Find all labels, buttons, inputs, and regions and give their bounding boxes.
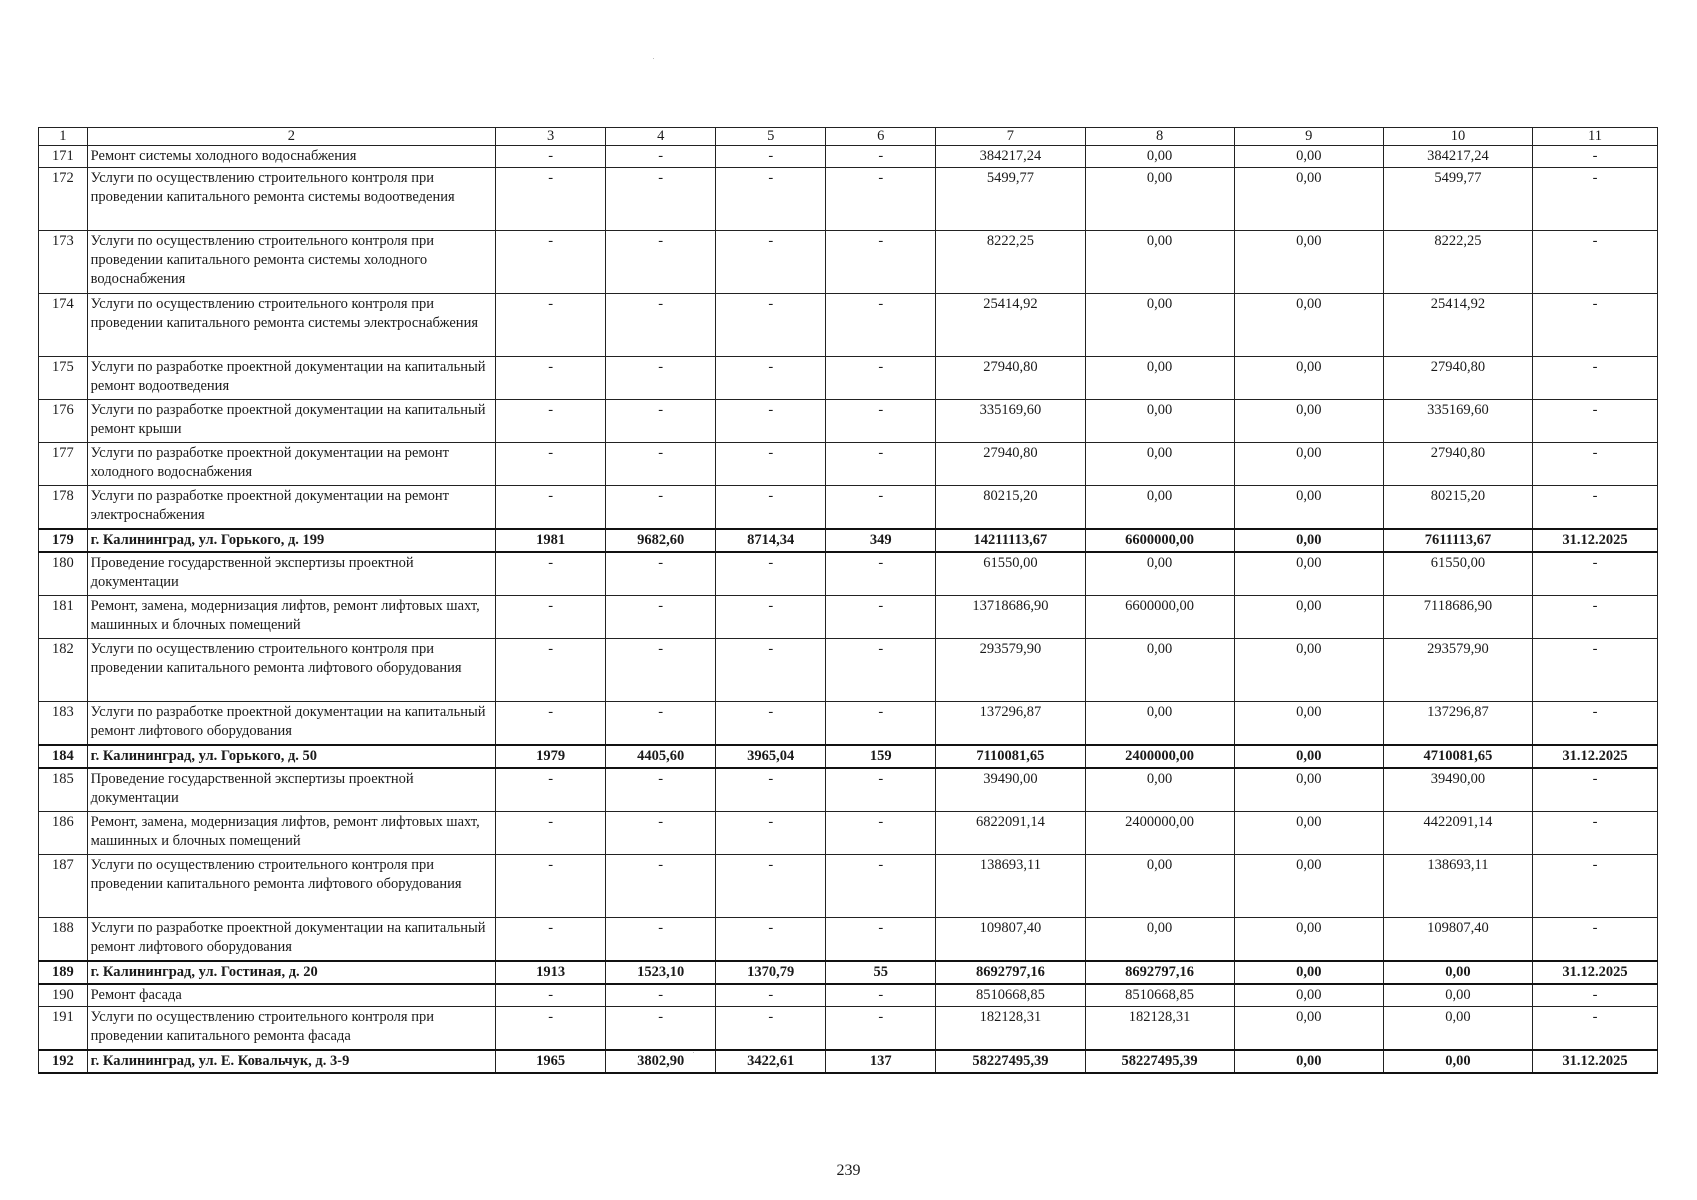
owners-cost-cell: 4422091,14 <box>1383 812 1532 855</box>
area-total-cell: - <box>606 486 716 530</box>
deadline-cell: - <box>1533 443 1658 486</box>
deadline-cell: - <box>1533 918 1658 962</box>
residents-cell: 137 <box>826 1050 936 1073</box>
area-living-cell: 3422,61 <box>716 1050 826 1073</box>
table-row <box>39 918 1658 962</box>
deadline-cell: - <box>1533 768 1658 812</box>
description-cell: Услуги по разработке проектной документации на капитальный ремонт крыши <box>87 400 495 443</box>
area-total-cell: - <box>606 984 716 1007</box>
header-row <box>39 128 1658 146</box>
fund-cost-cell: 6600000,00 <box>1085 596 1234 639</box>
deadline-cell: 31.12.2025 <box>1533 1050 1658 1073</box>
row-number-cell: 190 <box>39 984 88 1007</box>
row-number-cell: 183 <box>39 702 88 746</box>
deadline-cell: 31.12.2025 <box>1533 961 1658 984</box>
owners-cost-cell: 4710081,65 <box>1383 745 1532 768</box>
row-number-cell: 173 <box>39 231 88 294</box>
row-number-cell: 171 <box>39 146 88 168</box>
budget-cost-cell: 0,00 <box>1234 486 1383 530</box>
address-row <box>39 529 1658 552</box>
area-living-cell: - <box>716 168 826 231</box>
fund-cost-cell: 0,00 <box>1085 702 1234 746</box>
area-living-cell: - <box>716 400 826 443</box>
header-cell-8: 8 <box>1085 128 1234 146</box>
total-cost-cell: 61550,00 <box>936 552 1085 596</box>
owners-cost-cell: 0,00 <box>1383 1007 1532 1051</box>
description-cell: Услуги по осуществлению строительного контроля при проведении капитального ремонта системы холодного водоснабжения <box>87 231 495 294</box>
year-cell: - <box>496 486 606 530</box>
budget-cost-cell: 0,00 <box>1234 984 1383 1007</box>
area-living-cell: - <box>716 486 826 530</box>
year-cell: 1965 <box>496 1050 606 1073</box>
owners-cost-cell: 0,00 <box>1383 984 1532 1007</box>
total-cost-cell: 39490,00 <box>936 768 1085 812</box>
total-cost-cell: 80215,20 <box>936 486 1085 530</box>
total-cost-cell: 5499,77 <box>936 168 1085 231</box>
deadline-cell: - <box>1533 639 1658 702</box>
description-cell: Проведение государственной экспертизы проектной документации <box>87 768 495 812</box>
capital-repair-table <box>38 127 1658 1074</box>
header-cell-6: 6 <box>826 128 936 146</box>
area-living-cell: - <box>716 443 826 486</box>
deadline-cell: - <box>1533 855 1658 918</box>
area-living-cell: - <box>716 1007 826 1051</box>
row-number-cell: 178 <box>39 486 88 530</box>
table-row <box>39 702 1658 746</box>
total-cost-cell: 137296,87 <box>936 702 1085 746</box>
fund-cost-cell: 0,00 <box>1085 168 1234 231</box>
total-cost-cell: 8222,25 <box>936 231 1085 294</box>
budget-cost-cell: 0,00 <box>1234 146 1383 168</box>
residents-cell: - <box>826 146 936 168</box>
scan-dot <box>653 58 654 59</box>
year-cell: - <box>496 596 606 639</box>
area-living-cell: - <box>716 639 826 702</box>
year-cell: - <box>496 918 606 962</box>
header-cell-3: 3 <box>496 128 606 146</box>
residents-cell: - <box>826 294 936 357</box>
deadline-cell: - <box>1533 231 1658 294</box>
owners-cost-cell: 138693,11 <box>1383 855 1532 918</box>
area-living-cell: - <box>716 918 826 962</box>
residents-cell: - <box>826 231 936 294</box>
description-cell: г. Калининград, ул. Горького, д. 199 <box>87 529 495 552</box>
residents-cell: - <box>826 168 936 231</box>
year-cell: - <box>496 639 606 702</box>
header-cell-5: 5 <box>716 128 826 146</box>
total-cost-cell: 8692797,16 <box>936 961 1085 984</box>
area-total-cell: 4405,60 <box>606 745 716 768</box>
row-number-cell: 186 <box>39 812 88 855</box>
year-cell: - <box>496 984 606 1007</box>
row-number-cell: 182 <box>39 639 88 702</box>
budget-cost-cell: 0,00 <box>1234 768 1383 812</box>
area-living-cell: - <box>716 702 826 746</box>
fund-cost-cell: 8510668,85 <box>1085 984 1234 1007</box>
residents-cell: - <box>826 639 936 702</box>
owners-cost-cell: 0,00 <box>1383 1050 1532 1073</box>
description-cell: г. Калининград, ул. Е. Ковальчук, д. 3-9 <box>87 1050 495 1073</box>
row-number-cell: 175 <box>39 357 88 400</box>
fund-cost-cell: 0,00 <box>1085 552 1234 596</box>
area-total-cell: - <box>606 596 716 639</box>
total-cost-cell: 335169,60 <box>936 400 1085 443</box>
deadline-cell: - <box>1533 146 1658 168</box>
description-cell: Услуги по осуществлению строительного контроля при проведении капитального ремонта лифтового оборудования <box>87 855 495 918</box>
budget-cost-cell: 0,00 <box>1234 1007 1383 1051</box>
budget-cost-cell: 0,00 <box>1234 918 1383 962</box>
total-cost-cell: 13718686,90 <box>936 596 1085 639</box>
budget-cost-cell: 0,00 <box>1234 1050 1383 1073</box>
area-total-cell: - <box>606 168 716 231</box>
total-cost-cell: 138693,11 <box>936 855 1085 918</box>
row-number-cell: 191 <box>39 1007 88 1051</box>
total-cost-cell: 7110081,65 <box>936 745 1085 768</box>
area-total-cell: - <box>606 294 716 357</box>
residents-cell: - <box>826 812 936 855</box>
budget-cost-cell: 0,00 <box>1234 812 1383 855</box>
fund-cost-cell: 2400000,00 <box>1085 812 1234 855</box>
deadline-cell: - <box>1533 984 1658 1007</box>
header-cell-11: 11 <box>1533 128 1658 146</box>
table-row <box>39 812 1658 855</box>
description-cell: Услуги по разработке проектной документации на капитальный ремонт лифтового оборудования <box>87 702 495 746</box>
year-cell: 1981 <box>496 529 606 552</box>
table-row <box>39 984 1658 1007</box>
year-cell: - <box>496 357 606 400</box>
owners-cost-cell: 293579,90 <box>1383 639 1532 702</box>
deadline-cell: - <box>1533 1007 1658 1051</box>
owners-cost-cell: 27940,80 <box>1383 443 1532 486</box>
table-row <box>39 231 1658 294</box>
row-number-cell: 185 <box>39 768 88 812</box>
total-cost-cell: 27940,80 <box>936 357 1085 400</box>
budget-cost-cell: 0,00 <box>1234 552 1383 596</box>
owners-cost-cell: 7611113,67 <box>1383 529 1532 552</box>
deadline-cell: - <box>1533 168 1658 231</box>
area-living-cell: - <box>716 812 826 855</box>
owners-cost-cell: 39490,00 <box>1383 768 1532 812</box>
row-number-cell: 189 <box>39 961 88 984</box>
total-cost-cell: 109807,40 <box>936 918 1085 962</box>
area-living-cell: - <box>716 596 826 639</box>
table-row <box>39 768 1658 812</box>
total-cost-cell: 58227495,39 <box>936 1050 1085 1073</box>
residents-cell: - <box>826 357 936 400</box>
budget-cost-cell: 0,00 <box>1234 639 1383 702</box>
area-total-cell: - <box>606 768 716 812</box>
residents-cell: - <box>826 596 936 639</box>
year-cell: - <box>496 1007 606 1051</box>
owners-cost-cell: 335169,60 <box>1383 400 1532 443</box>
area-total-cell: - <box>606 702 716 746</box>
year-cell: - <box>496 768 606 812</box>
residents-cell: 349 <box>826 529 936 552</box>
residents-cell: - <box>826 702 936 746</box>
description-cell: Услуги по разработке проектной документации на капитальный ремонт лифтового оборудования <box>87 918 495 962</box>
table-row <box>39 552 1658 596</box>
area-living-cell: - <box>716 984 826 1007</box>
year-cell: - <box>496 702 606 746</box>
fund-cost-cell: 6600000,00 <box>1085 529 1234 552</box>
area-living-cell: - <box>716 855 826 918</box>
address-row <box>39 1050 1658 1073</box>
deadline-cell: - <box>1533 486 1658 530</box>
page-number: 239 <box>836 1162 861 1179</box>
year-cell: 1913 <box>496 961 606 984</box>
fund-cost-cell: 0,00 <box>1085 918 1234 962</box>
residents-cell: - <box>826 855 936 918</box>
area-living-cell: - <box>716 146 826 168</box>
budget-cost-cell: 0,00 <box>1234 400 1383 443</box>
total-cost-cell: 25414,92 <box>936 294 1085 357</box>
area-total-cell: 9682,60 <box>606 529 716 552</box>
row-number-cell: 172 <box>39 168 88 231</box>
table-row <box>39 1007 1658 1051</box>
area-living-cell: 3965,04 <box>716 745 826 768</box>
residents-cell: - <box>826 486 936 530</box>
budget-cost-cell: 0,00 <box>1234 231 1383 294</box>
area-living-cell: - <box>716 231 826 294</box>
area-total-cell: - <box>606 443 716 486</box>
residents-cell: - <box>826 400 936 443</box>
area-total-cell: - <box>606 357 716 400</box>
fund-cost-cell: 58227495,39 <box>1085 1050 1234 1073</box>
year-cell: - <box>496 231 606 294</box>
fund-cost-cell: 0,00 <box>1085 855 1234 918</box>
deadline-cell: 31.12.2025 <box>1533 529 1658 552</box>
deadline-cell: 31.12.2025 <box>1533 745 1658 768</box>
table-row <box>39 357 1658 400</box>
budget-cost-cell: 0,00 <box>1234 443 1383 486</box>
description-cell: Ремонт фасада <box>87 984 495 1007</box>
table-row <box>39 146 1658 168</box>
owners-cost-cell: 61550,00 <box>1383 552 1532 596</box>
table-row <box>39 855 1658 918</box>
row-number-cell: 188 <box>39 918 88 962</box>
area-living-cell: 8714,34 <box>716 529 826 552</box>
area-total-cell: - <box>606 855 716 918</box>
row-number-cell: 187 <box>39 855 88 918</box>
description-cell: Услуги по разработке проектной документации на ремонт электроснабжения <box>87 486 495 530</box>
table-body <box>39 128 1658 1074</box>
owners-cost-cell: 137296,87 <box>1383 702 1532 746</box>
budget-cost-cell: 0,00 <box>1234 596 1383 639</box>
budget-cost-cell: 0,00 <box>1234 529 1383 552</box>
header-cell-4: 4 <box>606 128 716 146</box>
description-cell: Ремонт, замена, модернизация лифтов, ремонт лифтовых шахт, машинных и блочных помещений <box>87 812 495 855</box>
year-cell: - <box>496 552 606 596</box>
total-cost-cell: 293579,90 <box>936 639 1085 702</box>
area-total-cell: 3802,90 <box>606 1050 716 1073</box>
deadline-cell: - <box>1533 812 1658 855</box>
table-row <box>39 443 1658 486</box>
year-cell: - <box>496 855 606 918</box>
fund-cost-cell: 0,00 <box>1085 357 1234 400</box>
deadline-cell: - <box>1533 552 1658 596</box>
year-cell: - <box>496 146 606 168</box>
deadline-cell: - <box>1533 702 1658 746</box>
area-total-cell: - <box>606 812 716 855</box>
area-total-cell: - <box>606 639 716 702</box>
description-cell: Услуги по осуществлению строительного контроля при проведении капитального ремонта фасада <box>87 1007 495 1051</box>
header-cell-1: 1 <box>39 128 88 146</box>
total-cost-cell: 6822091,14 <box>936 812 1085 855</box>
description-cell: Услуги по осуществлению строительного контроля при проведении капитального ремонта системы электроснабжения <box>87 294 495 357</box>
owners-cost-cell: 384217,24 <box>1383 146 1532 168</box>
deadline-cell: - <box>1533 596 1658 639</box>
row-number-cell: 174 <box>39 294 88 357</box>
description-cell: Ремонт, замена, модернизация лифтов, ремонт лифтовых шахт, машинных и блочных помещений <box>87 596 495 639</box>
residents-cell: - <box>826 918 936 962</box>
address-row <box>39 745 1658 768</box>
residents-cell: - <box>826 1007 936 1051</box>
owners-cost-cell: 25414,92 <box>1383 294 1532 357</box>
row-number-cell: 180 <box>39 552 88 596</box>
owners-cost-cell: 80215,20 <box>1383 486 1532 530</box>
header-cell-7: 7 <box>936 128 1085 146</box>
budget-cost-cell: 0,00 <box>1234 357 1383 400</box>
area-total-cell: - <box>606 231 716 294</box>
total-cost-cell: 14211113,67 <box>936 529 1085 552</box>
deadline-cell: - <box>1533 294 1658 357</box>
deadline-cell: - <box>1533 357 1658 400</box>
total-cost-cell: 384217,24 <box>936 146 1085 168</box>
deadline-cell: - <box>1533 400 1658 443</box>
residents-cell: - <box>826 984 936 1007</box>
fund-cost-cell: 2400000,00 <box>1085 745 1234 768</box>
description-cell: г. Калининград, ул. Горького, д. 50 <box>87 745 495 768</box>
budget-cost-cell: 0,00 <box>1234 961 1383 984</box>
year-cell: - <box>496 812 606 855</box>
budget-cost-cell: 0,00 <box>1234 168 1383 231</box>
description-cell: Проведение государственной экспертизы проектной документации <box>87 552 495 596</box>
fund-cost-cell: 8692797,16 <box>1085 961 1234 984</box>
table-row <box>39 596 1658 639</box>
residents-cell: 55 <box>826 961 936 984</box>
area-total-cell: - <box>606 400 716 443</box>
fund-cost-cell: 0,00 <box>1085 443 1234 486</box>
row-number-cell: 181 <box>39 596 88 639</box>
total-cost-cell: 8510668,85 <box>936 984 1085 1007</box>
table-row <box>39 639 1658 702</box>
row-number-cell: 176 <box>39 400 88 443</box>
budget-cost-cell: 0,00 <box>1234 294 1383 357</box>
description-cell: Услуги по осуществлению строительного контроля при проведении капитального ремонта лифтового оборудования <box>87 639 495 702</box>
year-cell: - <box>496 400 606 443</box>
description-cell: Ремонт системы холодного водоснабжения <box>87 146 495 168</box>
owners-cost-cell: 109807,40 <box>1383 918 1532 962</box>
row-number-cell: 184 <box>39 745 88 768</box>
area-total-cell: - <box>606 552 716 596</box>
fund-cost-cell: 0,00 <box>1085 294 1234 357</box>
residents-cell: - <box>826 443 936 486</box>
year-cell: - <box>496 443 606 486</box>
description-cell: Услуги по разработке проектной документации на ремонт холодного водоснабжения <box>87 443 495 486</box>
fund-cost-cell: 182128,31 <box>1085 1007 1234 1051</box>
owners-cost-cell: 8222,25 <box>1383 231 1532 294</box>
header-cell-10: 10 <box>1383 128 1532 146</box>
header-cell-9: 9 <box>1234 128 1383 146</box>
area-total-cell: - <box>606 146 716 168</box>
year-cell: - <box>496 168 606 231</box>
description-cell: Услуги по осуществлению строительного контроля при проведении капитального ремонта системы водоотведения <box>87 168 495 231</box>
owners-cost-cell: 27940,80 <box>1383 357 1532 400</box>
owners-cost-cell: 5499,77 <box>1383 168 1532 231</box>
area-living-cell: - <box>716 552 826 596</box>
header-cell-2: 2 <box>87 128 495 146</box>
area-living-cell: - <box>716 294 826 357</box>
address-row <box>39 961 1658 984</box>
table-row <box>39 400 1658 443</box>
area-living-cell: 1370,79 <box>716 961 826 984</box>
row-number-cell: 179 <box>39 529 88 552</box>
table-row <box>39 294 1658 357</box>
fund-cost-cell: 0,00 <box>1085 231 1234 294</box>
description-cell: Услуги по разработке проектной документации на капитальный ремонт водоотведения <box>87 357 495 400</box>
fund-cost-cell: 0,00 <box>1085 768 1234 812</box>
residents-cell: - <box>826 768 936 812</box>
fund-cost-cell: 0,00 <box>1085 400 1234 443</box>
area-living-cell: - <box>716 768 826 812</box>
table-row <box>39 168 1658 231</box>
fund-cost-cell: 0,00 <box>1085 639 1234 702</box>
row-number-cell: 177 <box>39 443 88 486</box>
residents-cell: - <box>826 552 936 596</box>
budget-cost-cell: 0,00 <box>1234 702 1383 746</box>
budget-cost-cell: 0,00 <box>1234 745 1383 768</box>
area-total-cell: 1523,10 <box>606 961 716 984</box>
area-total-cell: - <box>606 918 716 962</box>
year-cell: 1979 <box>496 745 606 768</box>
row-number-cell: 192 <box>39 1050 88 1073</box>
fund-cost-cell: 0,00 <box>1085 486 1234 530</box>
table-row <box>39 486 1658 530</box>
budget-cost-cell: 0,00 <box>1234 855 1383 918</box>
year-cell: - <box>496 294 606 357</box>
description-cell: г. Калининград, ул. Гостиная, д. 20 <box>87 961 495 984</box>
owners-cost-cell: 0,00 <box>1383 961 1532 984</box>
owners-cost-cell: 7118686,90 <box>1383 596 1532 639</box>
residents-cell: 159 <box>826 745 936 768</box>
total-cost-cell: 27940,80 <box>936 443 1085 486</box>
total-cost-cell: 182128,31 <box>936 1007 1085 1051</box>
area-living-cell: - <box>716 357 826 400</box>
area-total-cell: - <box>606 1007 716 1051</box>
scan-dot <box>693 1052 694 1053</box>
fund-cost-cell: 0,00 <box>1085 146 1234 168</box>
